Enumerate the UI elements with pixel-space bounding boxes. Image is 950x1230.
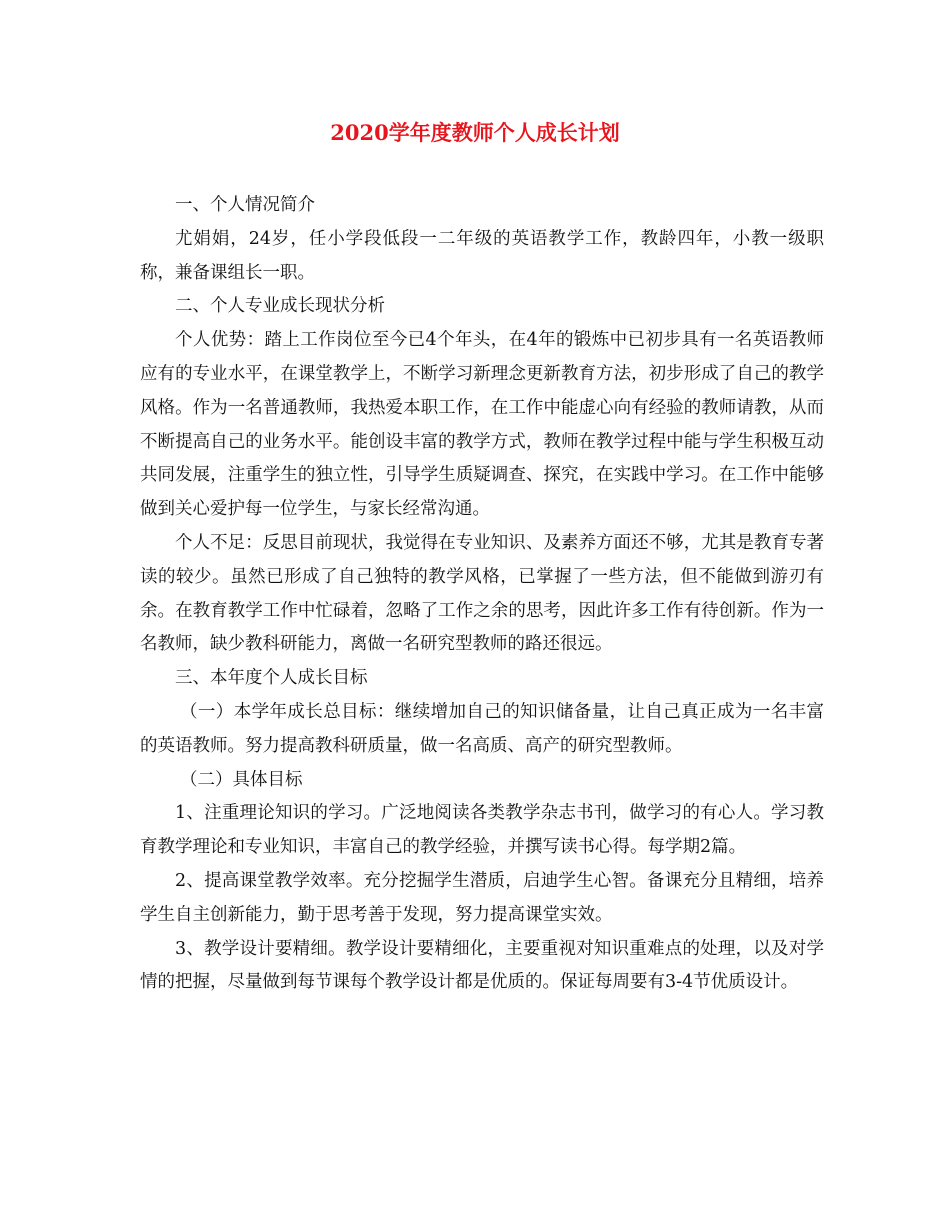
paragraph-weaknesses: 个人不足：反思目前现状，我觉得在专业知识、及素养方面还不够，尤其是教育专著读的较少。虽然已形成了自己独特的教学风格，已掌握了一些方法，但不能做到游刃有余。在教育教学工作中忙碌着，忽略了工作之余的思考，因此许多工作有待创新。作为一名教师，缺少教科研能力，离做一名研究型教师的路还很远。 — [140, 532, 824, 655]
section-heading-3: 三、本年度个人成长目标 — [175, 668, 368, 689]
paragraph-overall-goal: （一）本学年成长总目标：继续增加自己的知识储备量，让自己真正成为一名丰富的英语教师。努力提高教科研质量，做一名高质、高产的研究型教师。 — [140, 701, 824, 756]
document-body — [140, 189, 824, 1000]
paragraph-strengths: 个人优势：踏上工作岗位至今已4个年头，在4年的锻炼中已初步具有一名英语教师应有的专业水平，在课堂教学上，不断学习新理念更新教育方法，初步形成了自己的教学风格。作为一名普通教师，我热爱本职工作，在工作中能虚心向有经验的教师请教，从而不断提高自己的业务水平。能创设丰富的教学方式，教师在教学过程中能与学生积极互动共同发展，注重学生的独立性，引导学生质疑调查、探究，在实践中学习。在工作中能够做到关心爱护每一位学生，与家长经常沟通。 — [140, 330, 824, 520]
document-title: 2020学年度教师个人成长计划 — [330, 120, 620, 145]
subheading-specific-goals: （二）具体目标 — [180, 769, 303, 790]
section-heading-1: 一、个人情况简介 — [175, 195, 315, 215]
section-heading-2: 二、个人专业成长现状分析 — [175, 296, 385, 317]
goal-item-1: 1、注重理论知识的学习。广泛地阅读各类教学杂志书刊，做学习的有心人。学习教育教学理论和专业知识，丰富自己的教学经验，并撰写读书心得。每学期2篇。 — [140, 803, 824, 858]
paragraph-intro: 尤娟娟，24岁，任小学段低段一二年级的英语教学工作，教龄四年，小教一级职称，兼备课组长一职。 — [140, 228, 824, 283]
goal-item-2: 2、提高课堂教学效率。充分挖掘学生潜质，启迪学生心智。备课充分且精细，培养学生自主创新能力，勤于思考善于发现，努力提高课堂实效。 — [140, 870, 824, 925]
goal-item-3: 3、教学设计要精细。教学设计要精细化，主要重视对知识重难点的处理，以及对学情的把握，尽量做到每节课每个教学设计都是优质的。保证每周要有3-4节优质设计。 — [140, 938, 824, 993]
